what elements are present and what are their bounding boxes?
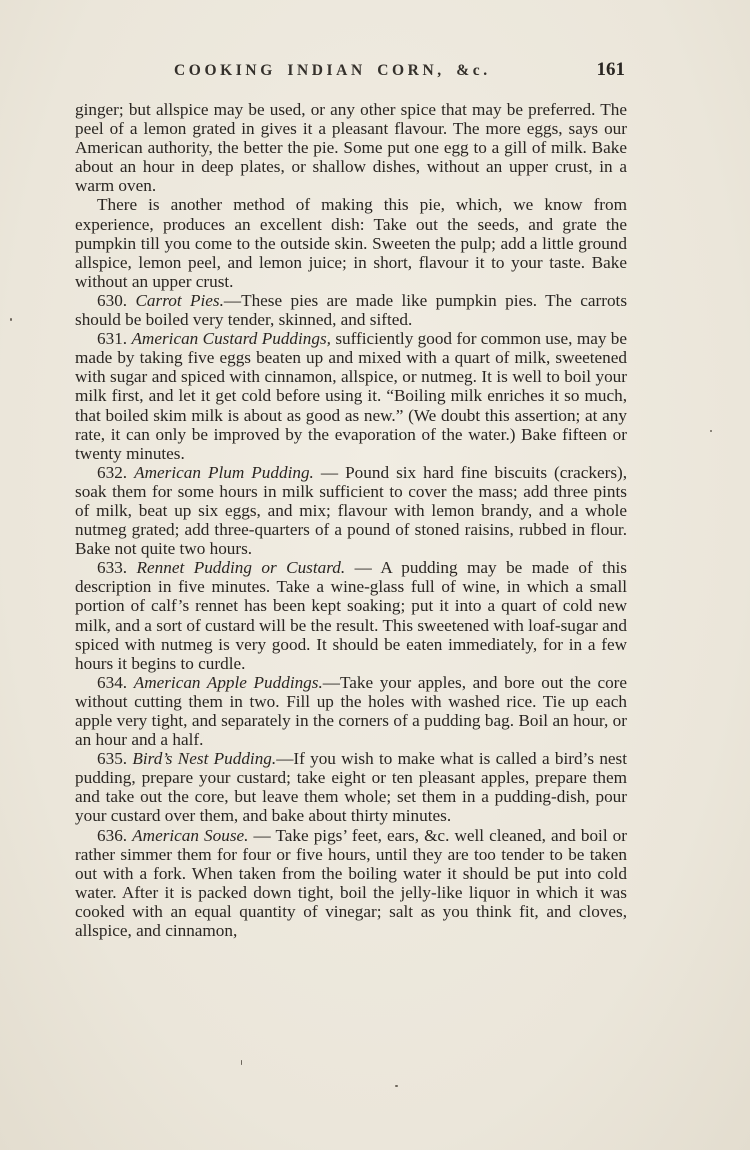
recipe-title: American Plum Pudding. [134,462,314,482]
paper-speck [241,1060,242,1065]
page-header [0,59,750,86]
paragraph-text: There is another method of making this pie, which, we know from experience, produces an excellent dish: Take out the seeds, and grate the pumpkin till you come to the outside skin. Sweeten the pulp; add a little ground allspice, lemon peel, and lemon juice; in short, flavour it to your taste. Bake without an upper crust. [75,195,627,291]
recipe-text: —These pies are made like pumpkin pies. The carrots should be boiled very tender, skinned, and sifted. [75,290,628,330]
recipe-number: 632. [97,462,128,482]
recipe-635 [75,749,627,825]
recipe-number: 636. [97,825,128,845]
recipe-631 [75,329,627,463]
recipe-633 [75,558,627,673]
paragraph-pumpkin-method [75,195,627,290]
recipe-text: sufficiently good for common use, may be made by taking five eggs beaten up and mixed with a quart of milk, sweetened with sugar and spiced with cinnamon, allspice, or nutmeg. It is well to boil your milk first, and let it get cold before using it. “Boiling milk enriches it so much, that boiled skim milk is about as good as new.” (We doubt this assertion; at any rate, it can only be improved by the evaporation of the water.) Bake fifteen or twenty minutes. [75,329,628,463]
paper-speck [710,430,712,432]
recipe-title: American Apple Puddings. [133,672,323,692]
recipe-title: American Souse. [132,825,249,845]
paper-speck [10,318,12,321]
recipe-text: — A pudding may be made of this description in five minutes. Take a wine-glass full of wine, in which a small portion of calf’s rennet has been kept soaking; put it into a quart of cold new milk, and a sort of custard will be the result. This sweetened with loaf-sugar and spiced with nutmeg is very good. It should be eaten immediately, for in a few hours it begins to curdle. [75,558,627,673]
recipe-630 [75,291,627,329]
page-number: 161 [596,59,625,80]
recipe-number: 634. [97,672,128,692]
recipe-text: —Take your apples, and bore out the core without cutting them in two. Fill up the holes with washed rice. Tie up each apple very tight, and separately in the corners of a pudding bag. Boil an hour, or an hour and a half. [75,672,628,750]
recipe-title: Carrot Pies. [135,290,224,310]
recipe-text: — Take pigs’ feet, ears, &c. well cleaned, and boil or rather simmer them for four or five hours, until they are too tender to be taken out with a fork. When taken from the boiling water it should be put into cold water. After it is packed down tight, boil the jelly-like liquor in which it was cooked with an equal quantity of vinegar; salt as you think fit, and cloves, allspice, and cinnamon, [75,825,627,941]
paper-speck [395,1085,398,1087]
recipe-text: — Pound six hard fine biscuits (crackers), soak them for some hours in milk sufficient to cover the mass; add three pints of milk, beat up six eggs, and mix; flavour with lemon brandy, and a whole nutmeg grated; add three-quarters of a pound of stoned raisins, rubbed in flour. Bake not quite two hours. [75,462,628,559]
recipe-title: American Custard Puddings, [131,329,331,349]
recipe-634 [75,673,627,749]
running-head: COOKING INDIAN CORN, &c. [174,62,491,79]
recipe-number: 630. [97,290,128,310]
paragraph-continued [75,100,627,195]
body-text [75,100,627,940]
recipe-title: Bird’s Nest Pudding. [132,749,277,769]
recipe-636 [75,826,627,941]
recipe-title: Rennet Pudding or Custard. [136,558,346,578]
recipe-number: 635. [97,749,128,769]
recipe-number: 633. [97,558,128,578]
paragraph-text: ginger; but allspice may be used, or any other spice that may be preferred. The peel of a lemon grated in gives it a pleasant flavour. The more eggs, says our American authority, the better the pie. Some put one egg to a gill of milk. Bake about an hour in deep plates, or shallow dishes, without an upper crust, in a warm oven. [75,100,627,196]
recipe-text: —If you wish to make what is called a bird’s nest pudding, prepare your custard; take eight or ten pleasant apples, prepare them and take out the core, but leave them whole; set them in a pudding-dish, pour your custard over them, and bake about thirty minutes. [75,749,627,826]
recipe-632 [75,463,627,558]
recipe-number: 631. [97,329,128,349]
